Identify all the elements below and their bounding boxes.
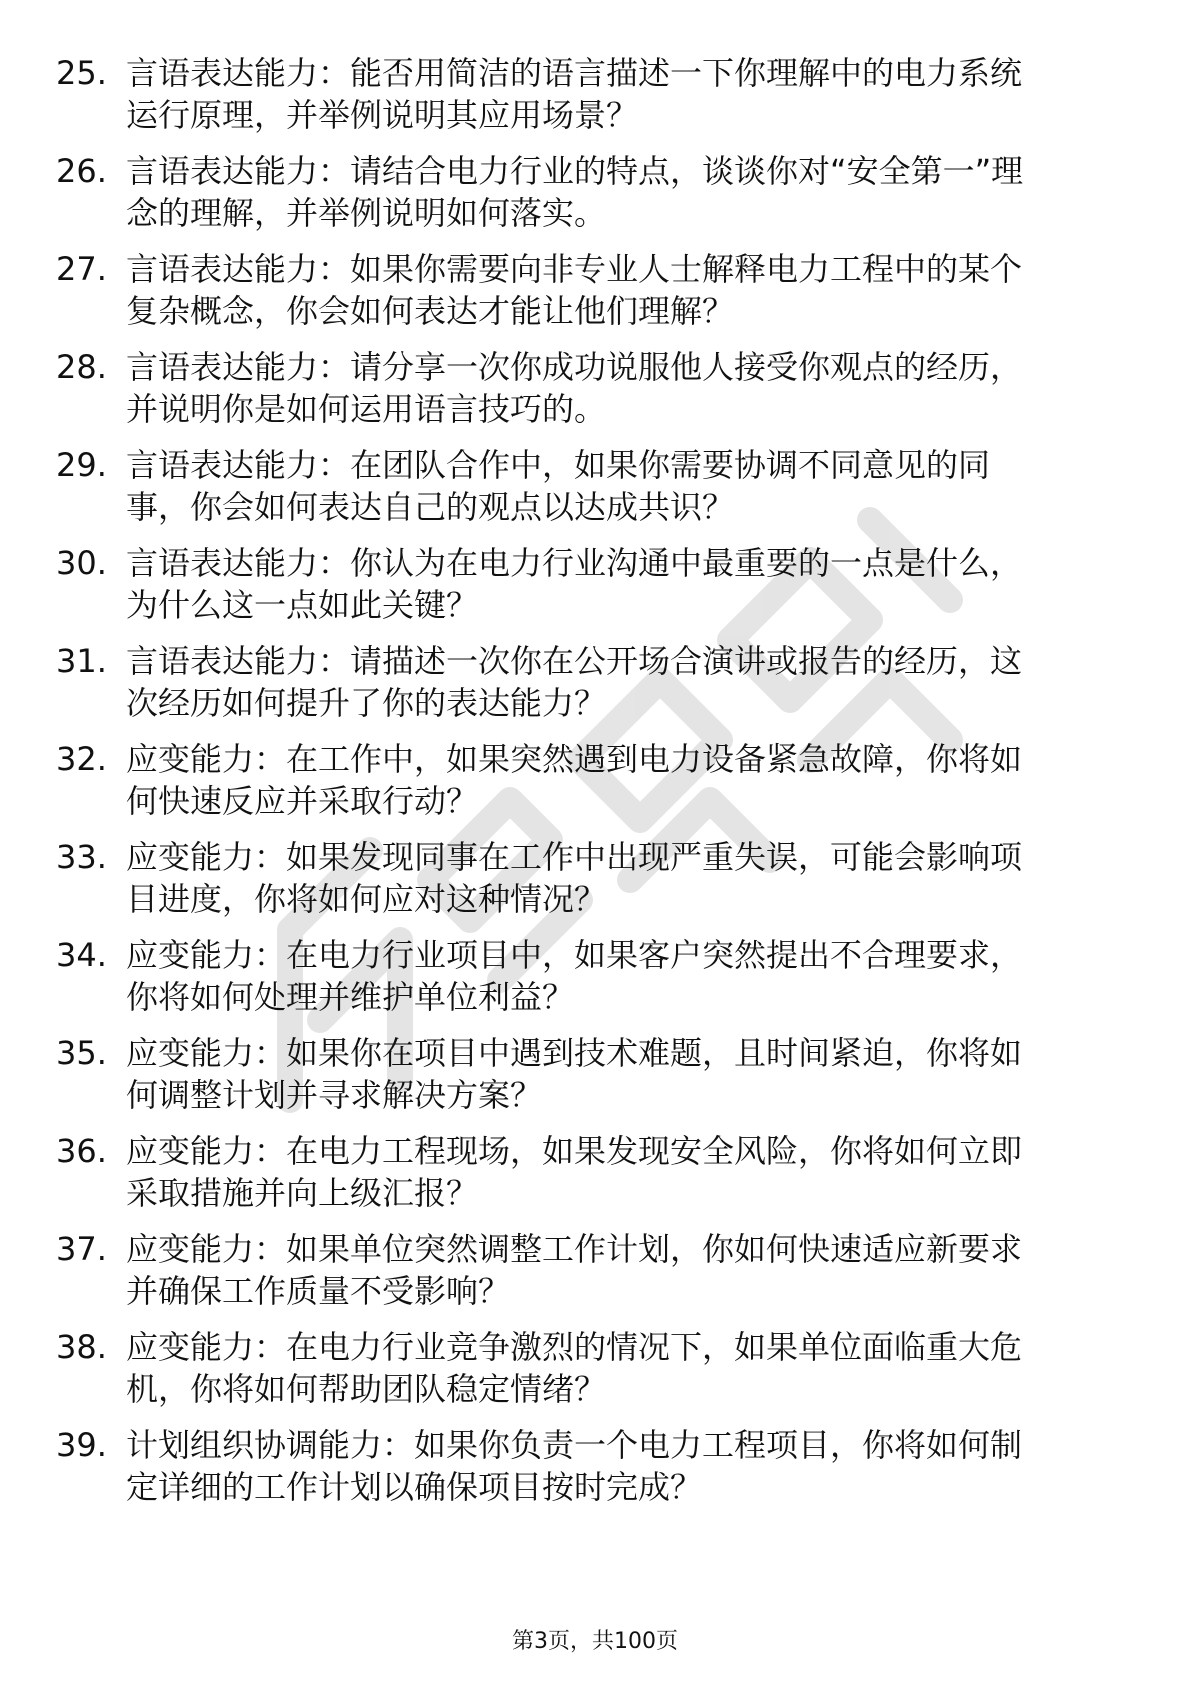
question-line: 复杂概念，你会如何表达才能让他们理解？ (126, 292, 735, 330)
question-number: 32. (56, 740, 107, 778)
question-line: 目进度，你将如何应对这种情况？ (126, 880, 607, 918)
question-text (126, 738, 1166, 822)
question-number: 37. (56, 1230, 107, 1268)
question-line: 言语表达能力：能否用简洁的语言描述一下你理解中的电力系统 (126, 54, 1023, 92)
page-number-label: 第3页，共100页 (512, 1629, 678, 1654)
question-item (56, 542, 1116, 640)
question-item (56, 934, 1116, 1032)
question-line: 应变能力：如果你在项目中遇到技术难题，且时间紧迫，你将如 (126, 1034, 1023, 1072)
question-line: 次经历如何提升了你的表达能力？ (126, 684, 607, 722)
question-number: 26. (56, 152, 107, 190)
question-text (126, 542, 1166, 626)
question-number: 31. (56, 642, 107, 680)
question-line: 为什么这一点如此关键？ (126, 586, 479, 624)
question-line: 应变能力：在电力行业竞争激烈的情况下，如果单位面临重大危 (126, 1328, 1023, 1366)
question-text (126, 836, 1166, 920)
question-item (56, 248, 1116, 346)
question-line: 应变能力：在电力工程现场，如果发现安全风险，你将如何立即 (126, 1132, 1023, 1170)
question-number: 36. (56, 1132, 107, 1170)
question-number: 34. (56, 936, 107, 974)
question-item (56, 150, 1116, 248)
question-line: 应变能力：如果发现同事在工作中出现严重失误，可能会影响项 (126, 838, 1023, 876)
question-line: 言语表达能力：如果你需要向非专业人士解释电力工程中的某个 (126, 250, 1023, 288)
question-line: 言语表达能力：请分享一次你成功说服他人接受你观点的经历， (126, 348, 1023, 386)
question-line: 言语表达能力：请描述一次你在公开场合演讲或报告的经历，这 (126, 642, 1023, 680)
question-item (56, 444, 1116, 542)
question-item (56, 346, 1116, 444)
question-number: 28. (56, 348, 107, 386)
question-text (126, 346, 1166, 430)
question-line: 并确保工作质量不受影响？ (126, 1272, 511, 1310)
question-item (56, 640, 1116, 738)
question-text (126, 52, 1166, 136)
question-text (126, 1326, 1166, 1410)
question-item (56, 1228, 1116, 1326)
question-item (56, 836, 1116, 934)
question-item (56, 1326, 1116, 1424)
question-line: 计划组织协调能力：如果你负责一个电力工程项目，你将如何制 (126, 1426, 1023, 1464)
question-item (56, 1032, 1116, 1130)
page-footer (0, 1628, 1190, 1656)
question-line: 定详细的工作计划以确保项目按时完成？ (126, 1468, 703, 1506)
question-line: 言语表达能力：你认为在电力行业沟通中最重要的一点是什么， (126, 544, 1023, 582)
question-text (126, 1032, 1166, 1116)
question-list (56, 52, 1116, 1522)
question-text (126, 150, 1166, 234)
question-number: 35. (56, 1034, 107, 1072)
question-number: 39. (56, 1426, 107, 1464)
question-text (126, 1424, 1166, 1508)
question-text (126, 934, 1166, 1018)
question-line: 采取措施并向上级汇报？ (126, 1174, 479, 1212)
question-text (126, 444, 1166, 528)
question-item (56, 738, 1116, 836)
question-line: 应变能力：在电力行业项目中，如果客户突然提出不合理要求， (126, 936, 1023, 974)
question-line: 言语表达能力：在团队合作中，如果你需要协调不同意见的同 (126, 446, 991, 484)
question-number: 38. (56, 1328, 107, 1366)
question-text (126, 1130, 1166, 1214)
question-line: 并说明你是如何运用语言技巧的。 (126, 390, 607, 428)
question-item (56, 52, 1116, 150)
question-item (56, 1424, 1116, 1522)
question-number: 30. (56, 544, 107, 582)
question-line: 应变能力：在工作中，如果突然遇到电力设备紧急故障，你将如 (126, 740, 1023, 778)
question-line: 应变能力：如果单位突然调整工作计划，你如何快速适应新要求 (126, 1230, 1023, 1268)
question-line: 何快速反应并采取行动？ (126, 782, 479, 820)
question-number: 27. (56, 250, 107, 288)
question-text (126, 1228, 1166, 1312)
question-line: 念的理解，并举例说明如何落实。 (126, 194, 607, 232)
question-line: 事，你会如何表达自己的观点以达成共识？ (126, 488, 735, 526)
question-number: 25. (56, 54, 107, 92)
question-line: 言语表达能力：请结合电力行业的特点，谈谈你对“安全第一”理 (126, 152, 1024, 190)
question-item (56, 1130, 1116, 1228)
question-line: 机，你将如何帮助团队稳定情绪？ (126, 1370, 607, 1408)
question-line: 你将如何处理并维护单位利益？ (126, 978, 575, 1016)
question-number: 29. (56, 446, 107, 484)
question-text (126, 640, 1166, 724)
question-line: 何调整计划并寻求解决方案？ (126, 1076, 543, 1114)
question-line: 运行原理，并举例说明其应用场景？ (126, 96, 639, 134)
question-number: 33. (56, 838, 107, 876)
question-text (126, 248, 1166, 332)
